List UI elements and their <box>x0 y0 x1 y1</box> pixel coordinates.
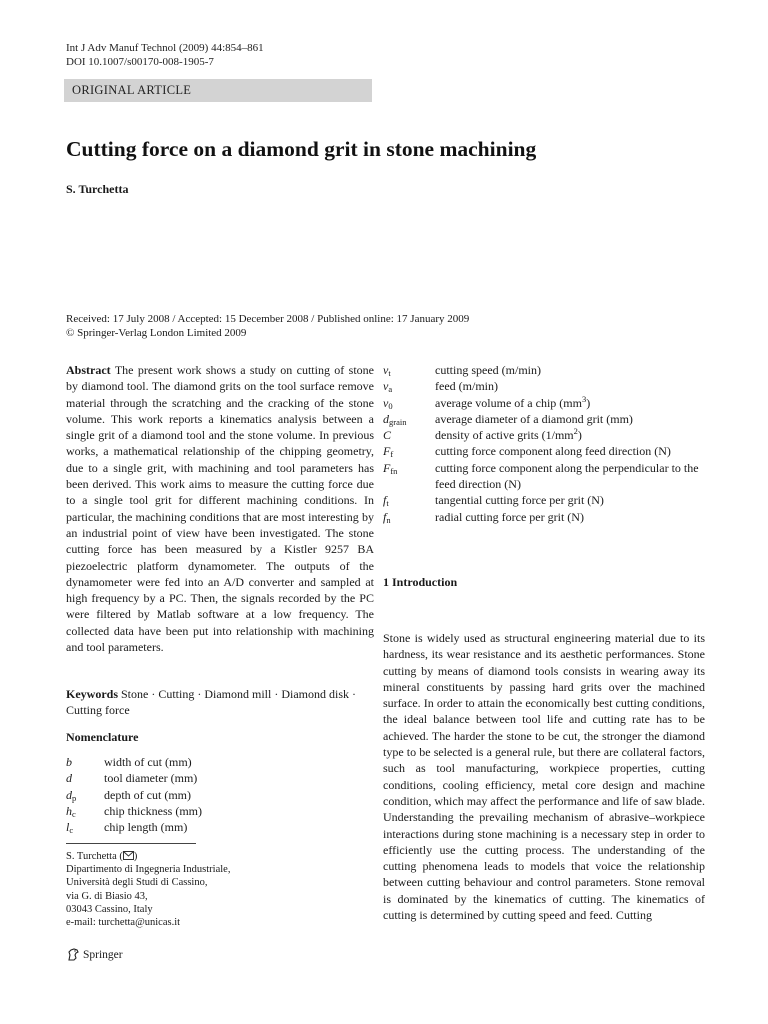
nomenclature-symbol: $v_a$ <box>383 379 393 395</box>
nomenclature-definition: average diameter of a diamond grit (mm) <box>435 411 633 426</box>
springer-horse-icon <box>66 948 80 962</box>
nomenclature-definition: depth of cut (mm) <box>104 787 191 802</box>
nomenclature-definition: cutting speed (m/min) <box>435 363 541 377</box>
nomenclature-row <box>66 770 374 786</box>
abstract <box>66 362 374 655</box>
nomenclature-symbol: $v_0$ <box>383 395 393 411</box>
nomenclature-symbol: $F_{fn}$ <box>383 460 398 476</box>
nomenclature-row <box>66 787 374 803</box>
affiliation-line: 03043 Cassino, Italy <box>66 903 153 915</box>
nomenclature-symbol: $f_n$ <box>383 509 391 525</box>
nomenclature-definition: chip length (mm) <box>104 820 188 835</box>
author-name: S. Turchetta <box>66 182 129 196</box>
nomenclature-symbol: d <box>66 771 72 786</box>
dates-line: Received: 17 July 2008 / Accepted: 15 December 2008 / Published online: 17 January 2009 <box>66 313 470 325</box>
nomenclature-heading: Nomenclature <box>66 730 139 744</box>
publisher-footer <box>66 948 123 962</box>
envelope-icon <box>123 851 134 860</box>
affiliation-email[interactable]: e-mail: turchetta@unicas.it <box>66 917 181 929</box>
nomenclature-symbol: $f_t$ <box>383 493 389 509</box>
nomenclature-row <box>383 362 705 378</box>
nomenclature-symbol: $d_{grain}$ <box>383 411 407 427</box>
nomenclature-definition: tool diameter (mm) <box>104 771 198 786</box>
nomenclature-symbol: b <box>66 755 72 769</box>
article-type-banner: ORIGINAL ARTICLE <box>64 79 372 102</box>
keywords <box>66 686 374 719</box>
affiliation-name-line: S. Turchetta ( ) <box>66 851 138 862</box>
author-affiliation <box>66 850 230 929</box>
nomenclature-definition: chip thickness (mm) <box>104 803 202 818</box>
copyright-line: © Springer-Verlag London Limited 2009 <box>66 327 247 339</box>
nomenclature-symbol: C <box>383 428 392 443</box>
nomenclature-symbol: $F_f$ <box>383 444 394 460</box>
nomenclature-definition: cutting force component along feed direction (N) <box>435 444 671 459</box>
abstract-text: The present work shows a study on cutting of stone by diamond tool. The diamond grits on the tool surface remove material through the scratching and the cracking of the stone volume. This work reports a kinematics analysis between a single grit of a diamond tool and the stone volume. In previous works, a mathematical relationship of the chipping geometry, due to a single grit, with machining and tool parameters has been derived. This work aims to measure the cutting force due to a single tool grit for different machining conditions. In particular, the machining conditions that are most interesting by an industrial point of view have been investigated. The stone cutting force has been measured by a Kistler 9257 BA piezoelectric platform dynamometer. The outputs of the dynamometer were fed into an A/D converter and sampled at high frequency by a PC. Then, the signals recorded by the PC were filtered by Matlab software at a low frequency. The collected data have been put into relationship with machining and tool parameters. <box>66 363 374 655</box>
nomenclature-row <box>383 492 705 508</box>
affiliation-line: Università degli Studi di Cassino, <box>66 877 208 889</box>
nomenclature-row <box>383 378 705 394</box>
nomenclature-row <box>383 411 705 427</box>
affiliation-line: via G. di Biasio 43, <box>66 890 148 902</box>
footnote-divider <box>66 843 196 844</box>
abstract-label: Abstract <box>66 363 111 377</box>
nomenclature-definition: radial cutting force per grit (N) <box>435 509 584 524</box>
nomenclature-symbol: $h_c$ <box>66 803 76 819</box>
nomenclature-list-left <box>66 754 374 835</box>
nomenclature-list-right <box>383 362 705 525</box>
nomenclature-definition: density of active grits $(1/mm^2)$ <box>435 426 582 443</box>
nomenclature-definition: feed (m/min) <box>435 379 498 394</box>
nomenclature-row <box>66 754 374 770</box>
introduction-text: Stone is widely used as structural engineering material due to its hardness, its wear resistance and its aesthetic performances. Stone cutting by means of diamond tools consists in wearing away its mineral constituents by passing hard grits over the machined surface. In order to attain the economically best cutting conditions, the ideal balance between tool life and cutting rate has to be achieved. The harder the stone to be cut, the stronger the diamond type to be selected is a general rule, but there are collateral factors, such as tool manufacturing, workpiece properties, cutting conditions, cooling efficiency, metal core design and machine condition, which may affect the performance and life of saw blade. Understanding the prevailing mechanism of abrasive–workpiece interactions during stone machining is a necessary step in order to efficiently use the cutting process. The understanding of the cutting phenomena leads to models that voice the relationship between cutting behaviour and control parameters. Stone removal is dominated by the kinematics of cutting. The kinematics of cutting is determined by cutting speed and feed. Cutting <box>383 631 705 923</box>
nomenclature-row <box>66 803 374 819</box>
nomenclature-symbol: $d_p$ <box>66 787 77 803</box>
introduction-heading: 1 Introduction <box>383 575 458 589</box>
paper-title: Cutting force on a diamond grit in stone machining <box>66 137 537 161</box>
nomenclature-definition: width of cut (mm) <box>104 755 192 769</box>
journal-doi: DOI 10.1007/s00170-008-1905-7 <box>66 56 214 68</box>
nomenclature-definition: average volume of a chip $(mm^3)$ <box>435 393 591 410</box>
affiliation-name: S. Turchetta <box>66 851 117 862</box>
nomenclature-definition: tangential cutting force per grit (N) <box>435 493 604 508</box>
publication-dates <box>66 312 469 340</box>
nomenclature-definition: cutting force component along the perpendicular to the feed direction (N) <box>435 460 699 492</box>
nomenclature-row <box>383 395 705 411</box>
journal-citation: Int J Adv Manuf Technol (2009) 44:854–861 <box>66 42 264 54</box>
nomenclature-row <box>383 443 705 459</box>
nomenclature-row <box>383 509 705 525</box>
affiliation-line: Dipartimento di Ingegneria Industriale, <box>66 864 231 876</box>
publisher-name: Springer <box>83 949 123 961</box>
nomenclature-row <box>383 460 705 493</box>
nomenclature-row <box>66 819 374 835</box>
nomenclature-row <box>383 427 705 443</box>
keywords-label: Keywords <box>66 687 118 701</box>
keywords-text: Stone · Cutting · Diamond mill · Diamond disk · Cutting force <box>66 687 356 718</box>
nomenclature-symbol: $l_c$ <box>66 820 74 836</box>
journal-header <box>66 41 264 69</box>
nomenclature-symbol: $v_t$ <box>383 363 391 378</box>
